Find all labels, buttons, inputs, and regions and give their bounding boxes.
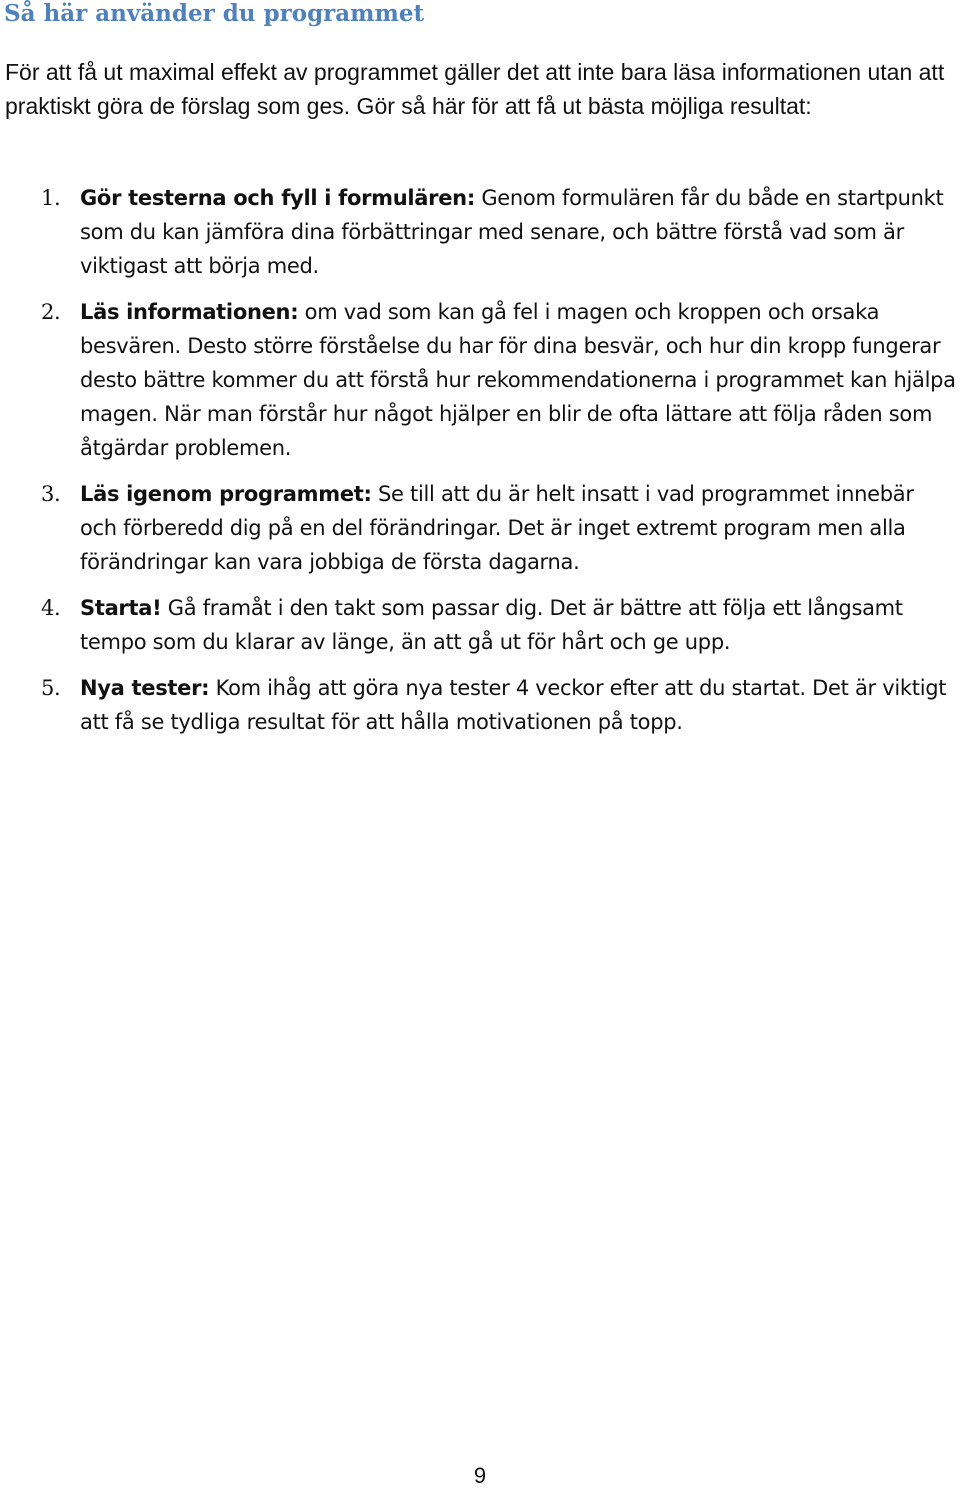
- step-title: Starta!: [80, 596, 162, 620]
- step-item: [0, 181, 960, 283]
- step-text: Se till att du är helt insatt i vad programmet innebär och förberedd dig på en del förändringar. Det är inget extremt program men alla förändringar kan vara jobbiga de första dagarna.: [80, 482, 914, 574]
- step-item: [0, 477, 960, 579]
- step-number: 2.: [41, 300, 61, 324]
- step-title: Nya tester:: [80, 676, 210, 700]
- step-title: Gör testerna och fyll i formulären:: [80, 186, 475, 210]
- step-item: [0, 671, 960, 739]
- step-title: Läs informationen:: [80, 300, 299, 324]
- step-title: Läs igenom programmet:: [80, 482, 372, 506]
- steps-list: [0, 181, 960, 751]
- intro-paragraph: För att få ut maximal effekt av programmet gäller det att inte bara läsa informationen utan att praktiskt göra de förslag som ges. Gör så här för att få ut bästa möjliga resultat:: [5, 59, 945, 119]
- step-number: 5.: [41, 676, 61, 700]
- step-item: [0, 591, 960, 659]
- step-item: [0, 295, 960, 465]
- step-number: 1.: [41, 186, 61, 210]
- step-text: Kom ihåg att göra nya tester 4 veckor efter att du startat. Det är viktigt att få se tydliga resultat för att hålla motivationen på topp.: [80, 676, 947, 734]
- step-text: om vad som kan gå fel i magen och kroppen och orsaka besvären. Desto större förståelse du har för dina besvär, och hur din kropp fungerar desto bättre kommer du att förstå hur rekommendationerna i programmet kan hjälpa magen. När man förstår hur något hjälper en blir de ofta lättare att följa råden som åtgärdar problemen.: [80, 300, 956, 460]
- step-number: 3.: [41, 482, 61, 506]
- step-text: Gå framåt i den takt som passar dig. Det är bättre att följa ett långsamt tempo som du klarar av länge, än att gå ut för hårt och ge upp.: [80, 596, 903, 654]
- step-text: Genom formulären får du både en startpunkt som du kan jämföra dina förbättringar med senare, och bättre förstå vad som är viktigast att börja med.: [80, 186, 944, 278]
- page-heading: Så här använder du programmet: [4, 0, 425, 27]
- step-number: 4.: [41, 596, 61, 620]
- page-number: 9: [473, 1463, 487, 1488]
